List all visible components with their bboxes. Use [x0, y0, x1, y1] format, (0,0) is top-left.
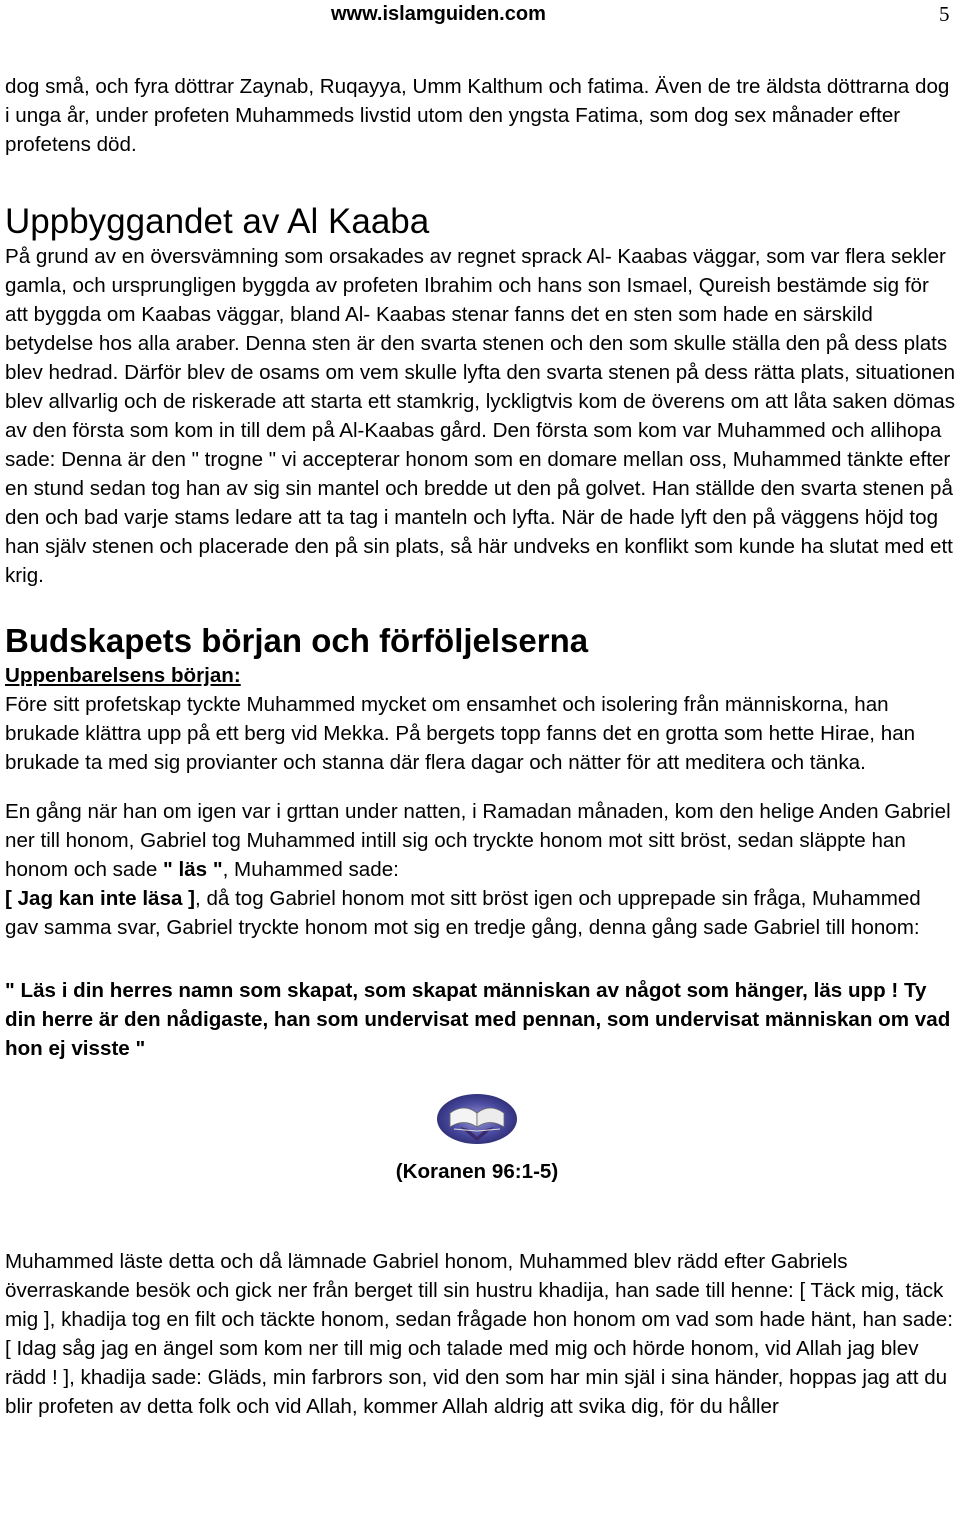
- quran-quote: " Läs i din herres namn som skapat, som skapat människan av något som hänger, läs upp ! Ty din herre är den nådigaste, han som undervisat med pennan, som undervisat människan om vad hon ej visste ": [5, 979, 951, 1060]
- document-page: [5, 0, 957, 1421]
- budskap-paragraph-2: [5, 797, 957, 942]
- quran-figure: [5, 1091, 957, 1186]
- site-url[interactable]: www.islamguiden.com: [331, 3, 546, 25]
- intro-paragraph: dog små, och fyra döttrar Zaynab, Ruqayya, Umm Kalthum och fatima. Även de tre äldsta döttrarna dog i unga år, under profeten Muhammeds livstid utom den yngsta Fatima, som dog sex månader efter profetens död.: [5, 75, 950, 156]
- para2-text-1: En gång när han om igen var i grttan under natten, i Ramadan månaden, kom den helige Anden Gabriel ner till honom, Gabriel tog Muhammed intill sig och tryckte honom mot sitt bröst, sedan släppte han honom och sade: [5, 800, 951, 881]
- section-heading-budskap: Budskapets början och förföljelserna: [5, 622, 589, 659]
- quran-reference: (Koranen 96:1-5): [395, 1160, 559, 1183]
- para2-text-2: , Muhammed sade:: [222, 858, 399, 881]
- budskap-paragraph-1: Före sitt profetskap tyckte Muhammed mycket om ensamhet och isolering från människorna, han brukade klättra upp på ett berg vid Mekka. På bergets topp fanns det en grotta som hette Hirae, han brukade ta med sig provianter och stanna där flera dagar och nätter för att meditera och tänka.: [5, 693, 916, 774]
- para2-bold-kan-inte: [ Jag kan inte läsa ]: [5, 887, 195, 910]
- kaaba-paragraph: På grund av en översvämning som orsakades av regnet sprack Al- Kaabas väggar, som var flera sekler gamla, och ursprungligen byggda av profeten Ibrahim och hans son Ismael, Qureish bestämde sig för att byggda om Kaabas väggar, bland Al- Kaabas stenar fanns det en sten som hade en särskild betydelse hos alla araber. Denna sten är den svarta stenen och den som skulle ställa den på dess plats blev hedrad. Därför blev de osams om vem skulle lyfta den svarta stenen på dess rätta plats, situationen blev allvarlig och de riskerade att starta ett stamkrig, lyckligtvis kom de överens om att låta saken dömas av den första som kom in till dem på Al-Kaabas gård. Den första som kom var Muhammed och allihopa sade: Denna är den " trogne " vi accepterar honom som en domare mellan oss, Muhammed tänkte efter en stund sedan tog han av sig sin mantel och bredde ut den på golvet. Han ställde den svarta stenen på den och bad varje stams ledare att ta tag i manteln och lyfta. När de hade lyft den på väggens höjd tog han själv stenen och placerade den på sin plats, så här undveks en konflikt som kunde ha slutat med ett krig.: [5, 245, 956, 587]
- page-number: 5: [939, 2, 950, 26]
- subheading-uppenbarelse: Uppenbarelsens början:: [5, 664, 241, 687]
- page-header: [5, 0, 957, 30]
- open-quran-book-icon: [436, 1091, 518, 1145]
- section-heading-kaaba: Uppbyggandet av Al Kaaba: [5, 202, 430, 241]
- closing-paragraph: Muhammed läste detta och då lämnade Gabriel honom, Muhammed blev rädd efter Gabriels överraskande besök och gick ner från berget till sin hustru khadija, han sade till henne: [ Täck mig, täck mig ], khadija tog en filt och täckte honom, sedan frågade hon honom om vad som hade hänt, han sade: [ Idag såg jag en ängel som kom ner till mig och talade med mig och hörde honom, vid Allah jag blev rädd ! ], khadija sade: Gläds, min farbrors son, vid den som har min själ i sina händer, hoppas jag att du blir profeten av detta folk och vid Allah, kommer Allah aldrig att svika dig, för du håller: [5, 1250, 953, 1418]
- para2-bold-las: " läs ": [163, 858, 223, 881]
- para2-text-3: , då tog Gabriel honom mot sitt bröst igen och upprepade sin fråga, Muhammed gav samma svar, Gabriel tryckte honom mot sig en tredje gång, denna gång sade Gabriel till honom:: [5, 887, 921, 939]
